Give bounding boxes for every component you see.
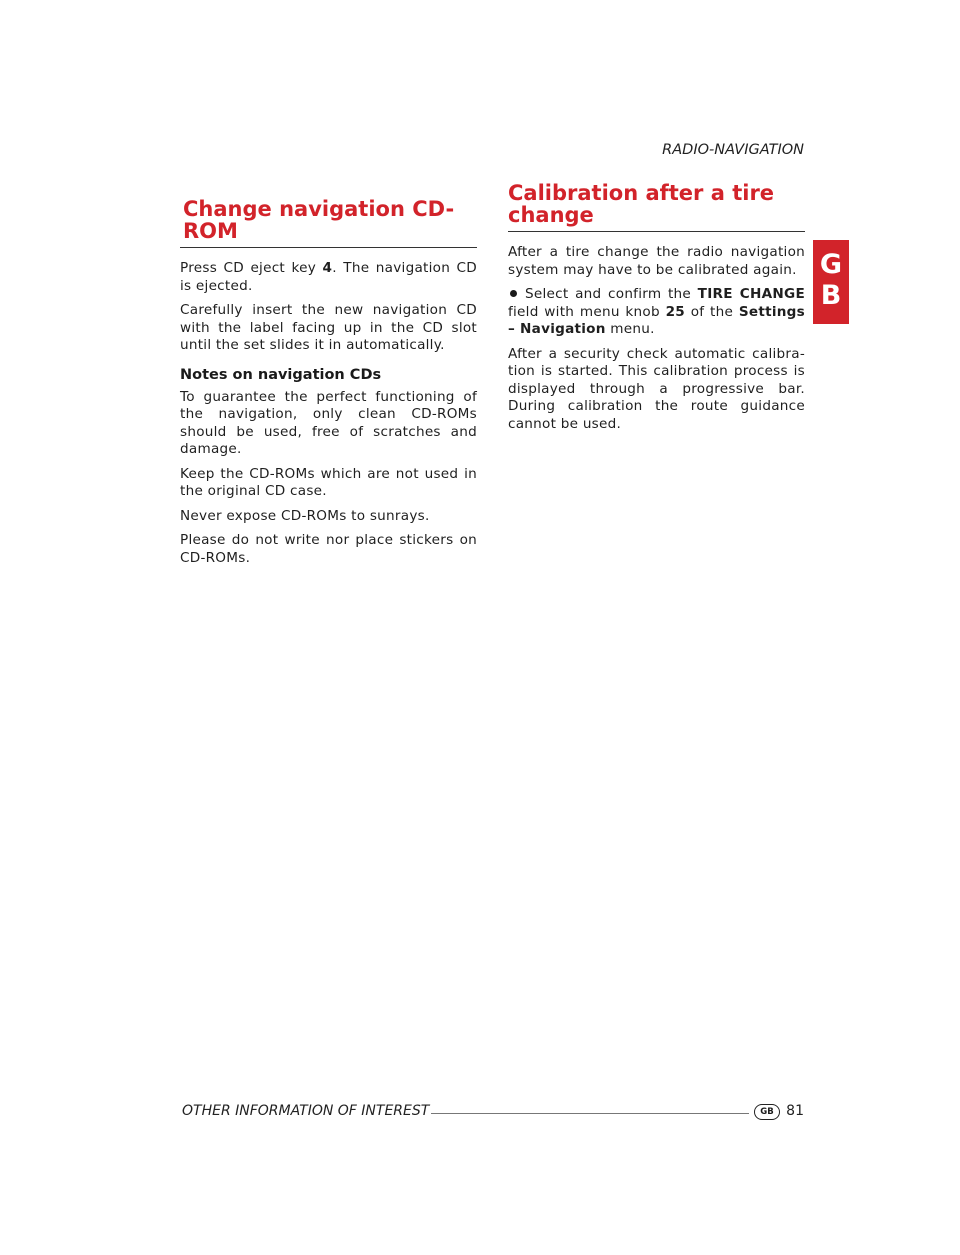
paragraph-sunrays: Never expose CD-ROMs to sunrays.: [180, 507, 430, 524]
page-number: 81: [786, 1103, 804, 1119]
paragraph-stickers: Please do not write nor place stickers on CD-ROMs.: [180, 532, 477, 566]
paragraph-insert: Carefully insert the new navigation CD with the label facing up in the CD slot until the set slides it in automatically.: [180, 302, 477, 353]
paragraph-calibration-intro: After a tire change the radio navigation system may have to be calibrated again.: [508, 244, 805, 278]
running-head: RADIO-NAVIGATION: [662, 142, 804, 158]
section-rule: [180, 247, 477, 248]
paragraph-clean: To guarantee the perfect functioning of the navigation, only clean CD-ROMs should be used, free of scratches and damage.: [180, 388, 477, 457]
language-tab: [813, 240, 849, 324]
paragraph-calibration-process: After a security check automatic calibra-tion is started. This calibration process is displayed through a progressive bar. During calibration the route guidance cannot be used.: [508, 345, 805, 432]
page-footer: [182, 1103, 804, 1123]
footer-rule: [412, 1113, 749, 1114]
paragraph-case: Keep the CD-ROMs which are not used in the original CD case.: [180, 465, 477, 499]
key-number: 4: [322, 260, 333, 276]
section-rule: [508, 231, 805, 232]
bullet-step: Select and confirm the TIRE CHANGE field with menu knob 25 of the Settings – Navigation menu.: [508, 286, 805, 337]
bullet-icon: [510, 290, 517, 297]
gb-badge-icon: GB: [754, 1104, 780, 1120]
right-column: [508, 182, 805, 440]
section-title-change-cd: Change navigation CD-ROM: [183, 197, 455, 243]
paragraph-eject: Press CD eject key 4. The navigation CD is ejected.: [180, 260, 478, 294]
tab-letter-1: G: [819, 249, 843, 280]
section-title-calibration: Calibration after a tire change: [508, 181, 775, 227]
tab-letter-2: B: [820, 280, 842, 311]
left-column: [180, 198, 477, 574]
footer-label: OTHER INFORMATION OF INTEREST: [182, 1103, 430, 1119]
subheading-notes: Notes on navigation CDs: [180, 366, 382, 383]
